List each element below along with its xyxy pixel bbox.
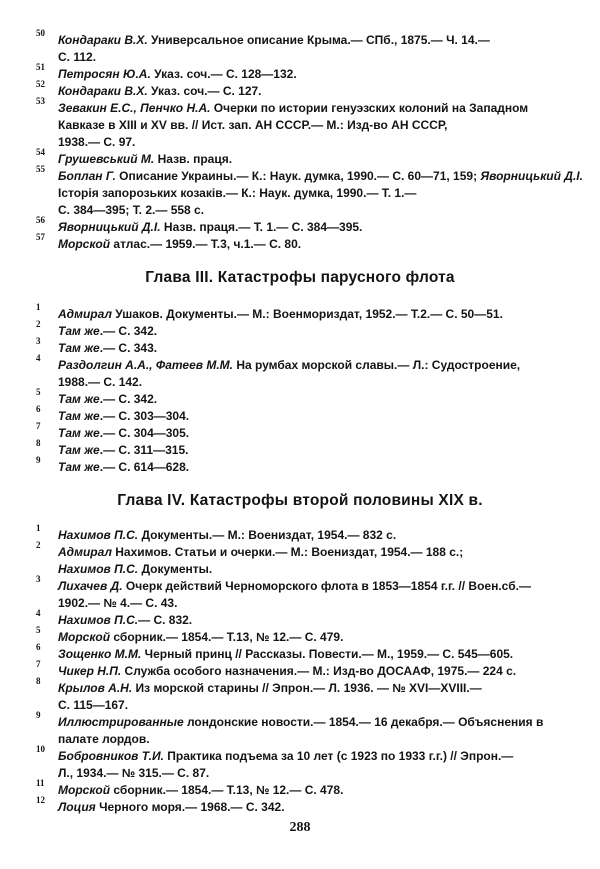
footnote-line xyxy=(58,782,558,799)
footnote-author: Морской xyxy=(58,783,111,797)
footnote-line xyxy=(58,714,558,731)
footnote-author: Нахимов П.С. xyxy=(58,562,139,576)
footnote-number: 12 xyxy=(36,795,45,805)
footnote-text: Указ. соч.— С. 128—132. xyxy=(150,67,297,81)
footnote-number: 56 xyxy=(36,215,45,225)
footnote-text: Универсальное описание Крыма.— СПб., 1875.— Ч. 14.— xyxy=(147,33,490,47)
footnote-text: Нахимов. Статьи и очерки.— М.: Воениздат, 1954.— 188 с.; xyxy=(111,545,464,559)
footnote-number: 5 xyxy=(36,625,41,635)
footnote-line xyxy=(58,799,558,816)
footnote-number: 50 xyxy=(36,28,45,38)
footnote-number: 4 xyxy=(36,353,41,363)
footnote-number: 1 xyxy=(36,523,41,533)
footnote-author: Петросян Ю.А. xyxy=(58,67,151,81)
footnote-number: 54 xyxy=(36,147,45,157)
footnote-text: С. 112. xyxy=(58,50,97,64)
footnote-number: 53 xyxy=(36,96,45,106)
footnote-line xyxy=(58,134,558,151)
footnote-number: 1 xyxy=(36,302,41,312)
footnote-text: 1938.— С. 97. xyxy=(58,135,136,149)
footnote-line xyxy=(58,765,558,782)
footnote-number: 3 xyxy=(36,336,41,346)
footnote-text: Документы.— М.: Воениздат, 1954.— 832 с. xyxy=(138,528,397,542)
footnote-number: 6 xyxy=(36,404,41,414)
footnote-text: палате лордов. xyxy=(58,732,150,746)
footnote-text: Назв. праця.— Т. 1.— С. 384—395. xyxy=(160,220,363,234)
footnote-line xyxy=(58,83,558,100)
footnote-author: Яворницький Д.І. xyxy=(58,220,161,234)
footnote-text: — С. 832. xyxy=(138,613,193,627)
footnote-line xyxy=(58,612,558,629)
footnote-text: атлас.— 1959.— Т.3, ч.1.— С. 80. xyxy=(110,237,302,251)
footnote-number: 7 xyxy=(36,421,41,431)
footnote-author: Иллюстрированные xyxy=(58,715,184,729)
footnote-author: Там же xyxy=(58,443,100,457)
footnote-text: .— С. 304—305. xyxy=(99,426,190,440)
footnote-text: .— С. 311—315. xyxy=(99,443,189,457)
footnote-text: На румбах морской славы.— Л.: Судостроение, xyxy=(232,358,521,372)
footnote-line xyxy=(58,236,558,253)
footnote-line xyxy=(58,544,558,561)
footnote-text: Ушаков. Документы.— М.: Военмориздат, 1952.— Т.2.— С. 50—51. xyxy=(111,307,503,321)
footnote-line xyxy=(58,151,558,168)
footnote-number: 9 xyxy=(36,455,41,465)
footnote-text: .— С. 614—628. xyxy=(99,460,190,474)
footnote-line xyxy=(58,323,558,340)
footnote-line xyxy=(58,561,558,578)
footnote-author: Лихачев Д. xyxy=(58,579,123,593)
footnote-line xyxy=(58,459,558,476)
footnote-author: Грушевськuй М. xyxy=(58,152,155,166)
footnote-line xyxy=(58,731,558,748)
footnote-line xyxy=(58,32,558,49)
footnote-line xyxy=(58,219,558,236)
footnote-text: 1988.— С. 142. xyxy=(58,375,143,389)
footnote-author: Там же xyxy=(58,341,100,355)
footnote-line xyxy=(58,117,558,134)
footnote-author: Кондараки В.Х. xyxy=(58,84,148,98)
footnote-author: Раздолгин А.А., Фатеев М.М. xyxy=(58,358,233,372)
footnote-text: Документы. xyxy=(138,562,213,576)
footnote-line xyxy=(58,578,558,595)
footnote-line xyxy=(58,374,558,391)
footnote-text: Черный принц // Рассказы. Повести.— М., 1959.— С. 545—605. xyxy=(141,647,514,661)
footnote-line xyxy=(58,629,558,646)
footnote-number: 7 xyxy=(36,659,41,669)
chapter-4-heading: Глава IV. Катастрофы второй половины XIX в. xyxy=(117,492,483,509)
footnote-author: Морской xyxy=(58,630,111,644)
footnote-author: Зевакин Е.С., Пенчко Н.А. xyxy=(58,101,211,115)
footnote-author: Там же xyxy=(58,392,100,406)
footnote-text: .— С. 342. xyxy=(99,392,158,406)
footnote-author: Адмирал xyxy=(58,545,112,559)
footnote-text: Описание Украины.— К.: Наук. думка, 1990.— С. 60—71, 159; xyxy=(115,169,481,183)
footnote-line xyxy=(58,680,558,697)
footnote-author: Нахимов П.С. xyxy=(58,613,139,627)
footnote-number: 55 xyxy=(36,164,45,174)
footnote-line xyxy=(58,100,558,117)
footnote-number: 8 xyxy=(36,438,41,448)
footnote-text: .— С. 343. xyxy=(99,341,158,355)
footnote-author: Там же xyxy=(58,409,100,423)
footnote-text: Практика подъема за 10 лет (с 1923 по 1933 г.г.) // Эпрон.— xyxy=(163,749,514,763)
footnote-text: Черного моря.— 1968.— С. 342. xyxy=(95,800,285,814)
footnote-text: Служба особого назначения.— М.: Изд-во ДОСААФ, 1975.— 224 с. xyxy=(121,664,517,678)
page-number: 288 xyxy=(289,820,311,835)
footnote-author: Чикер Н.П. xyxy=(58,664,122,678)
footnote-text: сборник.— 1854.— Т.13, № 12.— С. 478. xyxy=(110,783,344,797)
footnote-number: 5 xyxy=(36,387,41,397)
footnote-text: Из морской старины // Эпрон.— Л. 1936. — № XVI—XVIII.— xyxy=(132,681,482,695)
footnote-line xyxy=(58,425,558,442)
footnote-author: Боплан Г. xyxy=(58,169,116,183)
footnote-line xyxy=(58,646,558,663)
footnote-line xyxy=(58,663,558,680)
footnote-text: сборник.— 1854.— Т.13, № 12.— С. 479. xyxy=(110,630,344,644)
footnote-author: Зощенко М.М. xyxy=(58,647,142,661)
footnote-text: лондонские новости.— 1854.— 16 декабря.— Объяснения в xyxy=(183,715,544,729)
footnote-author: Там же xyxy=(58,324,100,338)
footnote-author: Бобровников Т.И. xyxy=(58,749,164,763)
footnote-text: С. 115—167. xyxy=(58,698,129,712)
footnote-text: Очерк действий Черноморского флота в 1853—1854 г.г. // Воен.сб.— xyxy=(122,579,531,593)
footnote-author: Крылов А.Н. xyxy=(58,681,133,695)
footnote-line xyxy=(58,185,558,202)
footnote-number: 9 xyxy=(36,710,41,720)
footnote-number: 8 xyxy=(36,676,41,686)
footnote-author: Адмирал xyxy=(58,307,112,321)
footnote-line xyxy=(58,408,558,425)
chapter-3-heading: Глава III. Катастрофы парусного флота xyxy=(145,269,455,286)
footnote-number: 52 xyxy=(36,79,45,89)
footnote-text: Кавказе в XIII и XV вв. // Ист. зап. АН СССР.— М.: Изд-во АН СССР, xyxy=(58,118,448,132)
footnote-line xyxy=(58,527,558,544)
footnote-line xyxy=(58,66,558,83)
footnote-number: 6 xyxy=(36,642,41,652)
footnote-text: Назв. праця. xyxy=(154,152,233,166)
footnote-text: С. 384—395; Т. 2.— 558 с. xyxy=(58,203,205,217)
footnote-text: Історія запорозьких козаків.— К.: Наук. думка, 1990.— Т. 1.— xyxy=(58,186,417,200)
footnote-line xyxy=(58,697,558,714)
footnote-text: .— С. 342. xyxy=(99,324,158,338)
footnote-number: 11 xyxy=(36,778,45,788)
footnote-author: Лоция xyxy=(58,800,96,814)
footnote-number: 2 xyxy=(36,540,41,550)
footnote-line xyxy=(58,748,558,765)
footnote-number: 10 xyxy=(36,744,45,754)
footnote-author: Яворницький Д.І. xyxy=(480,169,583,183)
footnote-number: 51 xyxy=(36,62,45,72)
footnote-text: 1902.— № 4.— С. 43. xyxy=(58,596,178,610)
footnote-line xyxy=(58,49,558,66)
footnote-line xyxy=(58,306,558,323)
footnote-author: Там же xyxy=(58,460,100,474)
footnote-number: 4 xyxy=(36,608,41,618)
footnote-line xyxy=(58,357,558,374)
footnote-text: Очерки по истории генуэзских колоний на Западном xyxy=(210,101,529,115)
footnote-line xyxy=(58,168,583,185)
footnote-text: Указ. соч.— С. 127. xyxy=(147,84,262,98)
footnote-author: Там же xyxy=(58,426,100,440)
footnote-line xyxy=(58,442,558,459)
footnote-line xyxy=(58,202,558,219)
footnote-author: Кондараки В.Х. xyxy=(58,33,148,47)
footnote-number: 57 xyxy=(36,232,45,242)
footnote-line xyxy=(58,595,558,612)
footnote-number: 2 xyxy=(36,319,41,329)
footnote-text: .— С. 303—304. xyxy=(99,409,190,423)
footnote-author: Морской xyxy=(58,237,111,251)
footnote-text: Л., 1934.— № 315.— С. 87. xyxy=(58,766,210,780)
footnote-number: 3 xyxy=(36,574,41,584)
footnote-line xyxy=(58,340,558,357)
footnote-line xyxy=(58,391,558,408)
footnote-author: Нахимов П.С. xyxy=(58,528,139,542)
